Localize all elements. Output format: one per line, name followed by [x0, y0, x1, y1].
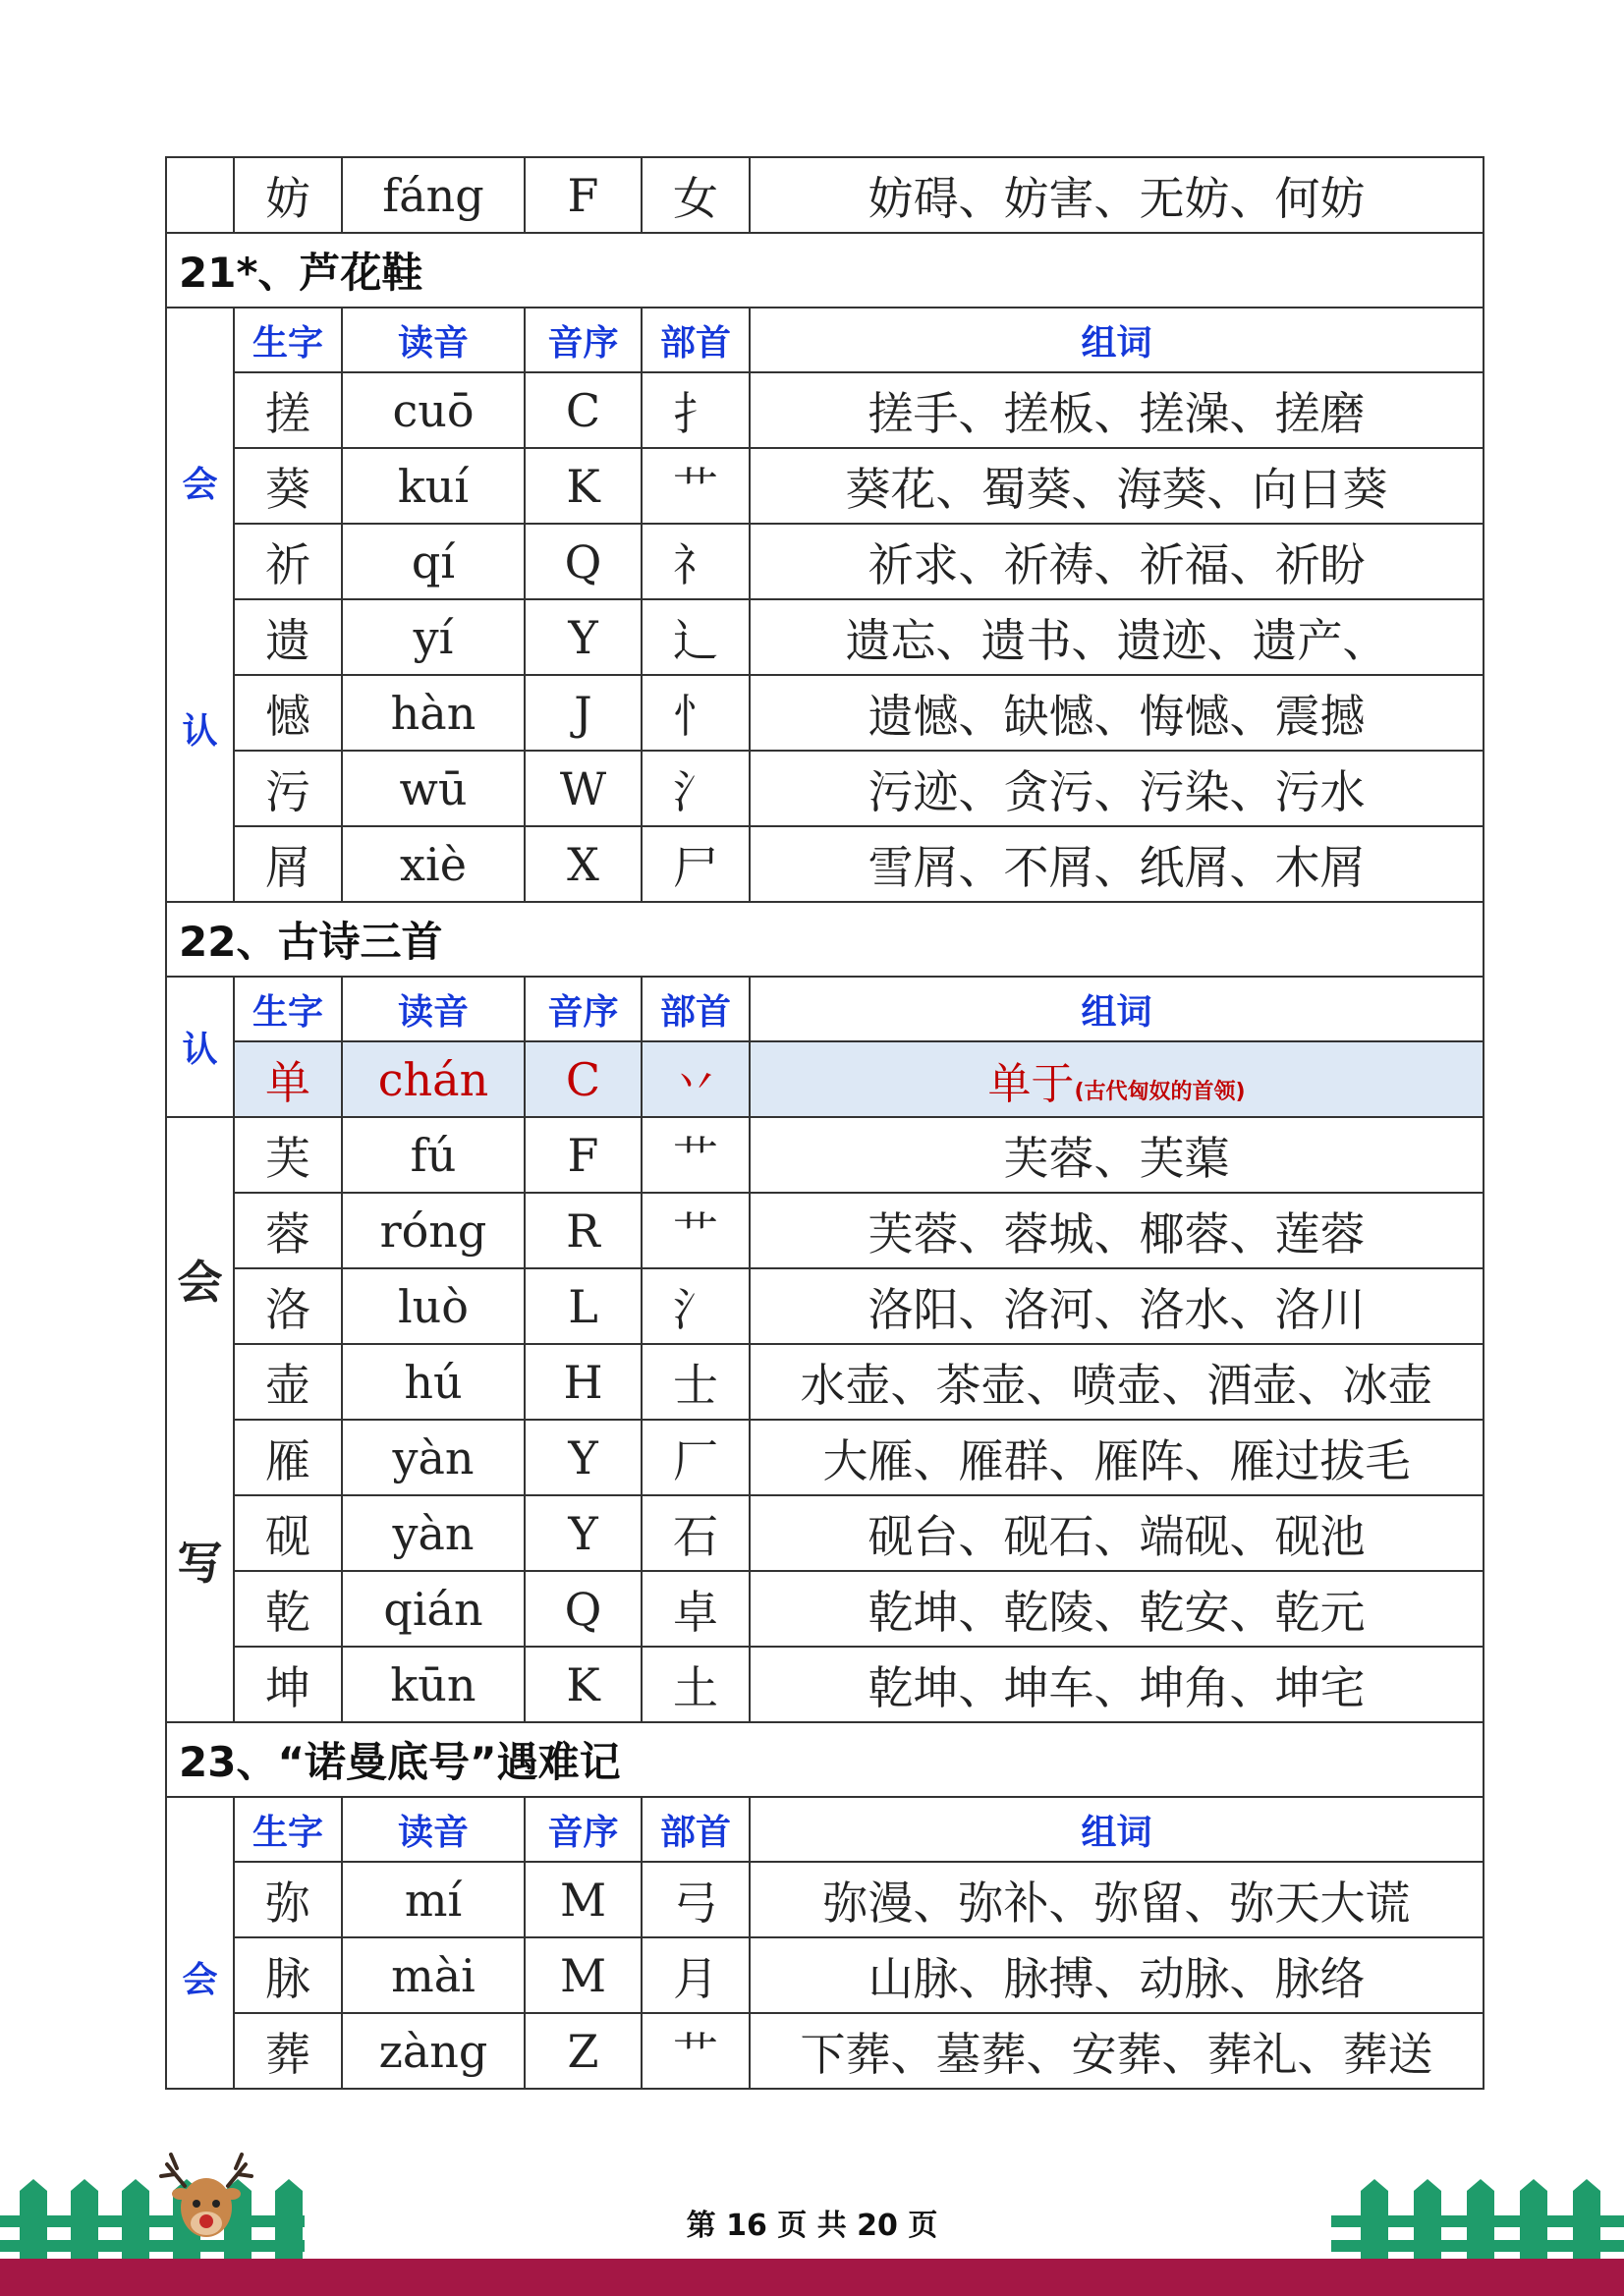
header-row: [166, 1797, 1484, 1862]
table-row: [166, 1268, 1484, 1344]
pinyin-cell: fú: [342, 1117, 525, 1193]
side-label: [166, 977, 234, 1117]
index-cell: Q: [525, 1571, 642, 1647]
radical-cell: 扌: [642, 372, 750, 448]
header-radical: 部首: [642, 1797, 750, 1862]
index-cell: R: [525, 1193, 642, 1268]
char-cell: 雁: [234, 1420, 342, 1495]
side-char: 会: [182, 1960, 218, 2000]
radical-cell: 艹: [642, 448, 750, 524]
header-row: [166, 308, 1484, 372]
index-cell: W: [525, 751, 642, 826]
words-cell: 乾坤、坤车、坤角、坤宅: [750, 1647, 1484, 1722]
words-cell: 遗忘、遗书、遗迹、遗产、: [750, 599, 1484, 675]
words-cell: 妨碍、妨害、无妨、何妨: [750, 157, 1484, 233]
index-cell: H: [525, 1344, 642, 1420]
index-cell: F: [525, 157, 642, 233]
lesson-title-row: [166, 902, 1484, 977]
index-cell: Z: [525, 2013, 642, 2089]
index-cell: F: [525, 1117, 642, 1193]
header-row: [166, 977, 1484, 1041]
pinyin-cell: hàn: [342, 675, 525, 751]
header-index: 音序: [525, 977, 642, 1041]
pinyin-cell: hú: [342, 1344, 525, 1420]
pinyin-cell: fáng: [342, 157, 525, 233]
vocab-table: [165, 156, 1484, 2090]
pinyin-cell: cuō: [342, 372, 525, 448]
char-cell: 葵: [234, 448, 342, 524]
table-row: [166, 826, 1484, 902]
table-row: [166, 1862, 1484, 1937]
pinyin-cell: zàng: [342, 2013, 525, 2089]
radical-cell: 卓: [642, 1571, 750, 1647]
pinyin-cell: yàn: [342, 1420, 525, 1495]
radical-cell: 厂: [642, 1420, 750, 1495]
side-char: 认: [182, 710, 218, 752]
table-row: [166, 157, 1484, 233]
words-cell: 洛阳、洛河、洛水、洛川: [750, 1268, 1484, 1344]
radical-cell: 辶: [642, 599, 750, 675]
table-row: [166, 1937, 1484, 2013]
pinyin-cell: mài: [342, 1937, 525, 2013]
radical-cell: 士: [642, 1344, 750, 1420]
header-char: 生字: [234, 308, 342, 372]
pinyin-cell: wū: [342, 751, 525, 826]
char-cell: 屑: [234, 826, 342, 902]
table-row: [166, 1495, 1484, 1571]
table-row: [166, 1193, 1484, 1268]
side-char: 会: [177, 1256, 223, 1309]
char-cell: 遗: [234, 599, 342, 675]
side-char: 会: [182, 464, 218, 505]
header-words: 组词: [750, 977, 1484, 1041]
index-cell: Q: [525, 524, 642, 599]
pinyin-cell: qián: [342, 1571, 525, 1647]
index-cell: Y: [525, 1420, 642, 1495]
index-cell: Y: [525, 1495, 642, 1571]
header-radical: 部首: [642, 308, 750, 372]
pinyin-cell: qí: [342, 524, 525, 599]
table-row: [166, 2013, 1484, 2089]
lesson-title: 22、古诗三首: [166, 902, 1484, 977]
table-row: [166, 1344, 1484, 1420]
pinyin-cell: chán: [342, 1041, 525, 1117]
char-cell: 弥: [234, 1862, 342, 1937]
table-row: [166, 524, 1484, 599]
lesson-title-row: [166, 1722, 1484, 1797]
words-cell: 芙蓉、蓉城、椰蓉、莲蓉: [750, 1193, 1484, 1268]
char-cell: 搓: [234, 372, 342, 448]
char-cell: 污: [234, 751, 342, 826]
table-row: [166, 1420, 1484, 1495]
words-note: (古代匈奴的首领): [1074, 1079, 1246, 1104]
index-cell: C: [525, 372, 642, 448]
radical-cell: 艹: [642, 1117, 750, 1193]
words-cell: 乾坤、乾陵、乾安、乾元: [750, 1571, 1484, 1647]
page-number: 第 16 页 共 20 页: [686, 2209, 938, 2243]
radical-cell: 艹: [642, 1193, 750, 1268]
pinyin-cell: kūn: [342, 1647, 525, 1722]
header-pinyin: 读音: [342, 308, 525, 372]
table-row: [166, 751, 1484, 826]
words-cell: 污迹、贪污、污染、污水: [750, 751, 1484, 826]
char-cell: 砚: [234, 1495, 342, 1571]
index-cell: K: [525, 448, 642, 524]
pinyin-cell: kuí: [342, 448, 525, 524]
side-label: [166, 1797, 234, 2089]
table-row: [166, 1647, 1484, 1722]
pinyin-cell: mí: [342, 1862, 525, 1937]
pinyin-cell: yí: [342, 599, 525, 675]
index-cell: J: [525, 675, 642, 751]
table-row: [166, 372, 1484, 448]
lesson-title: 21*、芦花鞋: [166, 233, 1484, 308]
lesson-title: 23、“诺曼底号”遇难记: [166, 1722, 1484, 1797]
words-cell: 遗憾、缺憾、悔憾、震撼: [750, 675, 1484, 751]
radical-cell: 弓: [642, 1862, 750, 1937]
char-cell: 洛: [234, 1268, 342, 1344]
header-index: 音序: [525, 1797, 642, 1862]
lesson-title-row: [166, 233, 1484, 308]
char-cell: 憾: [234, 675, 342, 751]
char-cell: 乾: [234, 1571, 342, 1647]
header-pinyin: 读音: [342, 977, 525, 1041]
side-label: [166, 308, 234, 902]
words-cell: 大雁、雁群、雁阵、雁过拔毛: [750, 1420, 1484, 1495]
index-cell: C: [525, 1041, 642, 1117]
words-cell: 水壶、茶壶、喷壶、酒壶、冰壶: [750, 1344, 1484, 1420]
words-cell: [750, 1041, 1484, 1117]
char-cell: 脉: [234, 1937, 342, 2013]
words-cell: 弥漫、弥补、弥留、弥天大谎: [750, 1862, 1484, 1937]
char-cell: 葬: [234, 2013, 342, 2089]
radical-cell: 氵: [642, 1268, 750, 1344]
words-cell: 砚台、砚石、端砚、砚池: [750, 1495, 1484, 1571]
char-cell: 单: [234, 1041, 342, 1117]
radical-cell: 丷: [642, 1041, 750, 1117]
header-char: 生字: [234, 1797, 342, 1862]
index-cell: M: [525, 1862, 642, 1937]
words-cell: 雪屑、不屑、纸屑、木屑: [750, 826, 1484, 902]
char-cell: 妨: [234, 157, 342, 233]
header-char: 生字: [234, 977, 342, 1041]
highlight-row: [166, 1041, 1484, 1117]
index-cell: L: [525, 1268, 642, 1344]
char-cell: 坤: [234, 1647, 342, 1722]
table-row: [166, 1571, 1484, 1647]
footer-bar: [0, 2259, 1624, 2296]
index-cell: K: [525, 1647, 642, 1722]
radical-cell: 忄: [642, 675, 750, 751]
words-cell: 葵花、蜀葵、海葵、向日葵: [750, 448, 1484, 524]
words-text: 单于: [987, 1058, 1075, 1109]
side-char: 写: [177, 1537, 223, 1590]
char-cell: 祈: [234, 524, 342, 599]
radical-cell: 艹: [642, 2013, 750, 2089]
radical-cell: 礻: [642, 524, 750, 599]
side-label: [166, 1117, 234, 1722]
header-words: 组词: [750, 1797, 1484, 1862]
radical-cell: 女: [642, 157, 750, 233]
words-cell: 山脉、脉搏、动脉、脉络: [750, 1937, 1484, 2013]
pinyin-cell: xiè: [342, 826, 525, 902]
header-index: 音序: [525, 308, 642, 372]
char-cell: 蓉: [234, 1193, 342, 1268]
radical-cell: 月: [642, 1937, 750, 2013]
table-row: [166, 448, 1484, 524]
index-cell: Y: [525, 599, 642, 675]
header-words: 组词: [750, 308, 1484, 372]
words-cell: 芙蓉、芙蕖: [750, 1117, 1484, 1193]
radical-cell: 尸: [642, 826, 750, 902]
radical-cell: 土: [642, 1647, 750, 1722]
header-radical: 部首: [642, 977, 750, 1041]
char-cell: 芙: [234, 1117, 342, 1193]
table-row: [166, 1117, 1484, 1193]
index-cell: X: [525, 826, 642, 902]
side-char: 认: [182, 1030, 218, 1070]
pinyin-cell: luò: [342, 1268, 525, 1344]
pinyin-cell: róng: [342, 1193, 525, 1268]
table-row: [166, 675, 1484, 751]
radical-cell: 氵: [642, 751, 750, 826]
words-cell: 祈求、祈祷、祈福、祈盼: [750, 524, 1484, 599]
index-cell: M: [525, 1937, 642, 2013]
table-row: [166, 599, 1484, 675]
radical-cell: 石: [642, 1495, 750, 1571]
pinyin-cell: yàn: [342, 1495, 525, 1571]
words-cell: 下葬、墓葬、安葬、葬礼、葬送: [750, 2013, 1484, 2089]
header-pinyin: 读音: [342, 1797, 525, 1862]
words-cell: 搓手、搓板、搓澡、搓磨: [750, 372, 1484, 448]
char-cell: 壶: [234, 1344, 342, 1420]
